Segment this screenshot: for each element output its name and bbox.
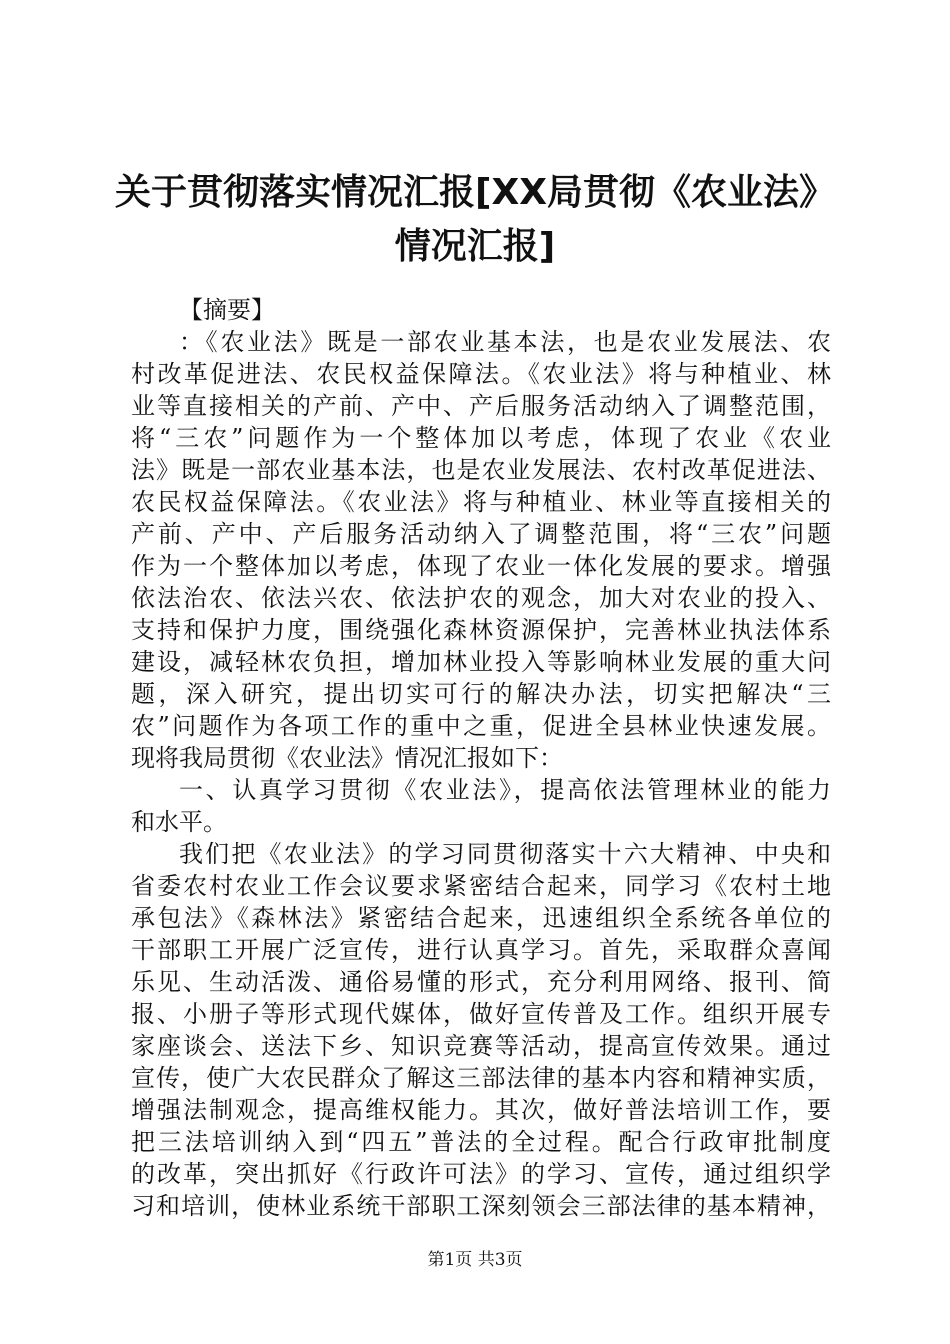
text-line: 建设，减轻林农负担，增加林业投入等影响林业发展的重大问: [131, 648, 831, 676]
text-line: ：《农业法》既是一部农业基本法，也是农业发展法、农: [179, 328, 831, 356]
text-line: 业等直接相关的产前、产中、产后服务活动纳入了调整范围，: [131, 392, 831, 420]
text-line: 把三法培训纳入到“四五”普法的全过程。配合行政审批制度: [131, 1128, 831, 1156]
text-line: 村改革促进法、农民权益保障法。《农业法》将与种植业、林: [131, 360, 831, 388]
title-line-2: 情况汇报]: [394, 226, 556, 267]
text-line: 产前、产中、产后服务活动纳入了调整范围，将“三农”问题: [131, 520, 831, 548]
abstract-label: 【摘要】: [179, 296, 275, 324]
text-line: 乐见、生动活泼、通俗易懂的形式，充分利用网络、报刊、简: [131, 968, 831, 996]
title-line-1: 关于贯彻落实情况汇报[XX局贯彻《农业法》: [115, 172, 835, 213]
page-footer: 第1页 共3页: [427, 1250, 523, 1270]
text-line: 家座谈会、送法下乡、知识竞赛等活动，提高宣传效果。通过: [131, 1032, 831, 1060]
text-line: 宣传，使广大农民群众了解这三部法律的基本内容和精神实质，: [131, 1064, 831, 1092]
text-line: 增强法制观念，提高维权能力。其次，做好普法培训工作，要: [131, 1096, 831, 1124]
text-line: 干部职工开展广泛宣传，进行认真学习。首先，采取群众喜闻: [131, 936, 831, 964]
text-line: 习和培训，使林业系统干部职工深刻领会三部法律的基本精神，: [131, 1192, 831, 1220]
text-line: 报、小册子等形式现代媒体，做好宣传普及工作。组织开展专: [131, 1000, 831, 1028]
text-line: 我们把《农业法》的学习同贯彻落实十六大精神、中央和: [179, 840, 831, 868]
text-line: 作为一个整体加以考虑，体现了农业一体化发展的要求。增强: [131, 552, 831, 580]
text-line: 农”问题作为各项工作的重中之重，促进全县林业快速发展。: [131, 712, 831, 740]
text-line: 农民权益保障法。《农业法》将与种植业、林业等直接相关的: [131, 488, 831, 516]
text-line: 将“三农”问题作为一个整体加以考虑，体现了农业《农业: [131, 424, 831, 452]
text-line: 和水平。: [131, 808, 227, 836]
text-line: 现将我局贯彻《农业法》情况汇报如下：: [131, 744, 563, 772]
text-line: 依法治农、依法兴农、依法护农的观念，加大对农业的投入、: [131, 584, 831, 612]
section-heading: 一、认真学习贯彻《农业法》，提高依法管理林业的能力: [179, 776, 831, 804]
text-line: 省委农村农业工作会议要求紧密结合起来，同学习《农村土地: [131, 872, 831, 900]
text-line: 承包法》《森林法》紧密结合起来，迅速组织全系统各单位的: [131, 904, 831, 932]
text-line: 法》既是一部农业基本法，也是农业发展法、农村改革促进法、: [131, 456, 831, 484]
text-line: 的改革，突出抓好《行政许可法》的学习、宣传，通过组织学: [131, 1160, 831, 1188]
text-line: 题，深入研究，提出切实可行的解决办法，切实把解决“三: [131, 680, 831, 708]
text-line: 支持和保护力度，围绕强化森林资源保护，完善林业执法体系: [131, 616, 831, 644]
